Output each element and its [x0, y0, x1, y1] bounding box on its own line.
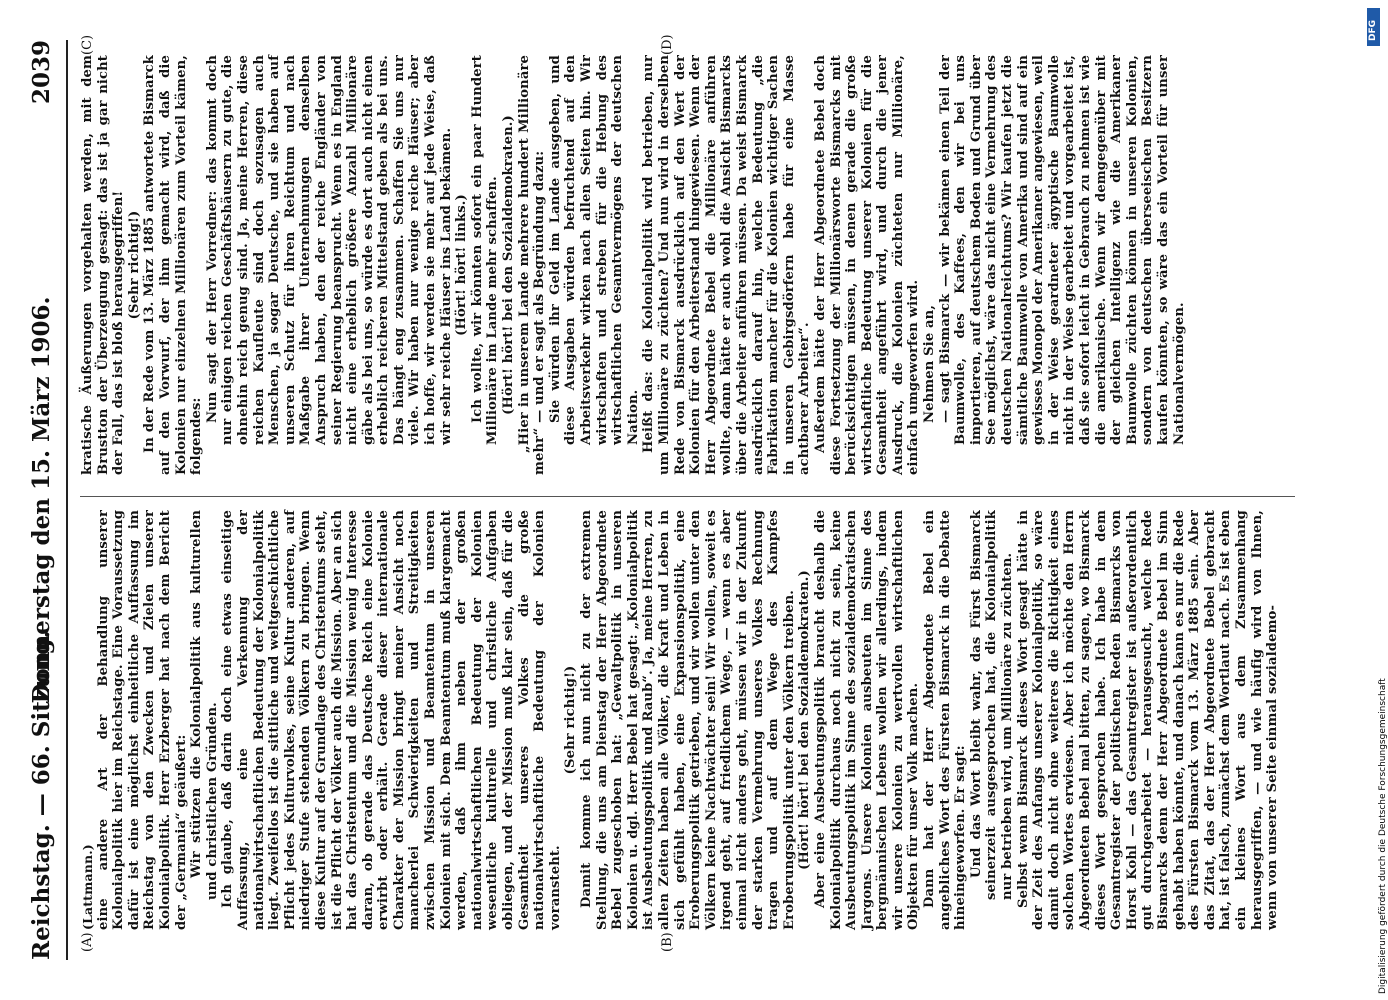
margin-mark-c: (C): [80, 34, 95, 55]
right-column: [80, 55, 1187, 475]
digitization-credit: Digitalisierung gefördert durch die Deutsche Forschungsgemeinschaft: [1378, 678, 1388, 994]
paragraph: eine andere Art der Behandlung unserer Kolonialpolitik hier im Reichstage. Eine Voraussetzung dafür ist eine möglichst einheitliche Auffassung im Reichstag von den Zwecken und Zielen unserer Kolonialpolitik. Herr Erzberger hat nach dem Bericht der „Germania“ geäußert:: [95, 510, 189, 930]
paragraph: Heißt das: die Kolonialpolitik wird betrieben, nur um Millionäre zu züchten? Und nun wird in derselben Rede von Bismarck ausdrücklich auf den Wert der Kolonien für den Arbeiterstand hingewiesen. Wenn der Herr Abgeordnete Bebel die Millionäre anführen wollte, dann hätte er auch wohl die Ansicht Bismarcks über die Arbeiter anführen müssen. Da weist Bismarck ausdrücklich darauf hin, welche Bedeutung „die Fabrikation mancher für die Kolonien wichtiger Sachen in unseren Gebirgsdörfern habe für eine Masse achtbarer Arbeiter“.: [641, 55, 813, 475]
interjection: (Hört! hört! bei den Sozialdemokraten.): [501, 115, 517, 415]
margin-mark-d: (D): [660, 34, 675, 55]
quote: Und das Wort bleibt wahr, das Fürst Bismarck seinerzeit ausgesprochen hat, die Kolonialpolitik nur betrieben wird, um Millionäre zu züchten.: [968, 510, 1016, 900]
interjection: (Hört! hört! links.): [454, 194, 470, 336]
header-left: Reichstag. — 66. Sitzung.: [28, 630, 55, 960]
left-column: [80, 510, 1281, 930]
header-rule: [66, 40, 68, 960]
paragraph: „Hier in unserem Lande mehrere hundert Millionäre mehr“ — und er sagt als Begründung dazu:: [516, 55, 548, 475]
quote: Nehmen Sie an,: [922, 304, 938, 423]
dfg-logo: DFG: [1367, 8, 1380, 46]
paragraph: Aber eine Ausbeutungspolitik braucht deshalb die Kolonialpolitik durchaus noch nicht zu sein, keine Ausbeutungspolitik im Sinne des sozialdemokratischen Jargons. Unsere Kolonien ausbeuten im Sinne des bergmännischen Lebens wollen wir allerdings, indem wir unsere Kolonien zu wertvollen wirtschaftlichen Objekten für unser Volk machen.: [812, 510, 922, 930]
header-date: Donnerstag den 15. März 1906.: [28, 296, 55, 704]
speaker-label: (Lattmann.): [80, 844, 95, 930]
page-header: [22, 40, 62, 960]
paragraph: Selbst wenn Bismarck dieses Wort gesagt hätte in der Zeit des Anfangs unserer Kolonialpolitik, so wäre damit doch nicht ohne weiteres die Richtigkeit eines solchen Wortes erwiesen. Aber ich möchte den Herrn Abgeordneten Bebel mal bitten, zu sagen, wo Bismarck dieses Wort gesprochen habe. Ich habe in dem Gesamtregister der politischen Reden Bismarcks von Horst Kohl — das Gesamtregister ist außerordentlich gut durchgearbeitet — herausgesucht, welche Rede Bismarcks denn der Herr Abgeordnete Bebel im Sinn gehabt haben könnte, und danach kann es nur die Rede des Fürsten Bismarck vom 13. März 1885 sein. Aber das Zitat, das der Herr Abgeordnete Bebel gebracht hat, ist falsch, zunächst dem Wortlaut nach. Es ist eben ein kleines Wort aus dem Zusammenhang herausgegriffen, — und wie häufig wird von Ihnen, wenn von unserer Seite einmal sozialdemo-: [1015, 510, 1281, 930]
paragraph: Dann hat der Herr Abgeordnete Bebel ein angebliches Wort des Fürsten Bismarck in die Debatte hineingeworfen. Er sagt:: [922, 510, 969, 930]
quote: Sie würden ihr Geld im Lande ausgeben, und diese Ausgaben würden befruchtend auf den Arbeitsverkehr wirken nach allen Seiten hin. Wir wirtschaften und streben für die Hebung des wirtschaftlichen Gesamtvermögens der deutschen Nation.: [547, 55, 641, 445]
quote: Ich wollte, wir könnten sofort ein paar Hundert Millionäre im Lande mehr schaffen.: [469, 55, 501, 445]
interjection: (Sehr richtig!): [126, 210, 142, 320]
quote: — sagt Bismarck — wir bekämen einen Teil der Baumwolle, des Kaffees, den wir bei uns importieren, auf deutschem Boden und Grund über See möglichst, wäre das nicht eine Vermehrung des deutschen Nationalreichtums? Wir kaufen jetzt die sämtliche Baumwolle von Amerika und sind auf ein gewisses Monopol der Amerikaner angewiesen, weil in der Weise geardneter ägyptische Baumwolle nicht in der Weise gearbeitet und vorgearbeitet ist, daß sie sofort leicht in Gebrauch zu nehmen ist wie die amerikanische. Wenn wir demgegenüber mit der gleichen Intelligenz wie die Amerikaner Baumwolle züchten können in unseren Kolonien, sondern von deutschen überseeischen Besitzern kaufen könnten, so wäre das ein Vorteil für unser Nationalvermögen.: [937, 55, 1187, 445]
margin-mark-a: (A): [80, 932, 95, 952]
margin-mark-b: (B): [660, 932, 675, 952]
paragraph: Damit komme ich nun nicht zu der extremen Stellung, die uns am Dienstag der Herr Abgeordnete Bebel zugeschoben hat: „Gewaltpolitik in unseren Kolonien u. dgl. Herr Bebel hat gesagt: „Kolonialpolitik ist Ausbeutungspolitik und Raub“. Ja, meine Herren, zu allen Zeiten haben alle Völker, die Kraft und Leben in sich gefühlt haben, eine Expansionspolitik, eine Eroberungspolitik getrieben, und wir wollen unter den Völkern keine Nachtwächter sein! Wir wollen, soweit es irgend geht, auf friedlichem Wege, — wenn es aber einmal nicht anders geht, müssen wir in der Zukunft der starken Vermehrung unseres Volkes Rechnung tragen und auf dem Wege des Kampfes Eroberungspolitik unter den Völkern treiben.: [579, 510, 797, 930]
paragraph: Ich glaube, daß darin doch eine etwas einseitige Auffassung, eine Verkennung der nationalwirtschaftlichen Bedeutung der Kolonialpolitik liegt. Zweifellos ist die sittliche und weltgeschichtliche Pflicht jedes Kulturvolkes, seine Kultur anderen, auf niedriger Stufe stehenden Völkern zu bringen. Wenn diese Kultur auf der Grundlage des Christentums steht, ist die Pflicht der Völker auch die Mission. Aber an sich hat das Christentum und die Mission wenig Interesse daran, ob gerade das Deutsche Reich eine Kolonie erwirbt oder erhält. Gerade dieser internationale Charakter der Mission bringt meiner Ansicht noch mancherlei Schwierigkeiten und Streitigkeiten zwischen Mission und Beamtentum in unseren Kolonien mit sich. Dem Beamtentum muß klargemacht werden, daß ihm neben der großen nationalwirtschaftlichen Bedeutung der Kolonien wesentliche kulturelle und christliche Aufgaben obliegen, und der Mission muß klar sein, daß für die Gesamtheit unseres Volkes die große nationalwirtschaftliche Bedeutung der Kolonien voransteht.: [220, 510, 563, 930]
quote: Nun sagt der Herr Vorredner: das kommt doch nur einigen reichen Geschäftshäusern zu gute, die ohnehin reich genug sind. Ja, meine Herren, diese reichen Kaufleute sind doch sozusagen auch Menschen, ja sogar Deutsche, und sie haben auf unseren Schutz für ihren Reichtum und nach Maßgabe ihrer Unternehmungen denselben Anspruch haben, den der reiche Engländer von seiner Regierung beansprucht. Wenn es in England nicht eine erheblich größere Anzahl Millionäre gäbe als bei uns, so würde es dort auch nicht einen erheblich reicheren Mittelstand geben als bei uns. Das hängt eng zusammen. Schaffen Sie uns nur viele. Wir haben nur wenige reiche Häuser; aber ich hoffe, wir werden sie mehr auf jede Weise, daß wir sehr reiche Häuser ins Land bekämen.: [204, 55, 454, 445]
column-divider: [80, 496, 1295, 497]
page-number: 2039: [28, 40, 55, 105]
interjection: (Hört! hört! bei den Sozialdemokraten.): [797, 570, 813, 870]
paragraph: Außerdem hätte der Herr Abgeordnete Bebel doch diese Fortsetzung der Millionärsworte Bismarcks mit berücksichtigen müssen, in denen gerade die große wirtschaftliche Bedeutung unserer Kolonien für die Gesamtheit angeführt wird, und durch die jener Ausdruck, die Kolonien züchteten nur Millionäre, einfach umgeworfen wird.: [812, 55, 922, 475]
interjection: (Sehr richtig!): [563, 665, 579, 775]
quote: Wir stützen die Kolonialpolitik aus kulturellen und christlichen Gründen.: [189, 510, 220, 900]
paragraph: kratische Äußerungen vorgehalten werden, mit dem Brustton der Überzeugung gesagt: das ist ja gar nicht der Fall, das ist bloß herausgegriffen!: [80, 55, 127, 475]
paragraph: In der Rede vom 13. März 1885 antwortete Bismarck auf den Vorwurf, der ihm gemacht wird, daß die Kolonien nur einzelnen Millionären zum Vorteil kämen, folgendes:: [142, 55, 205, 475]
